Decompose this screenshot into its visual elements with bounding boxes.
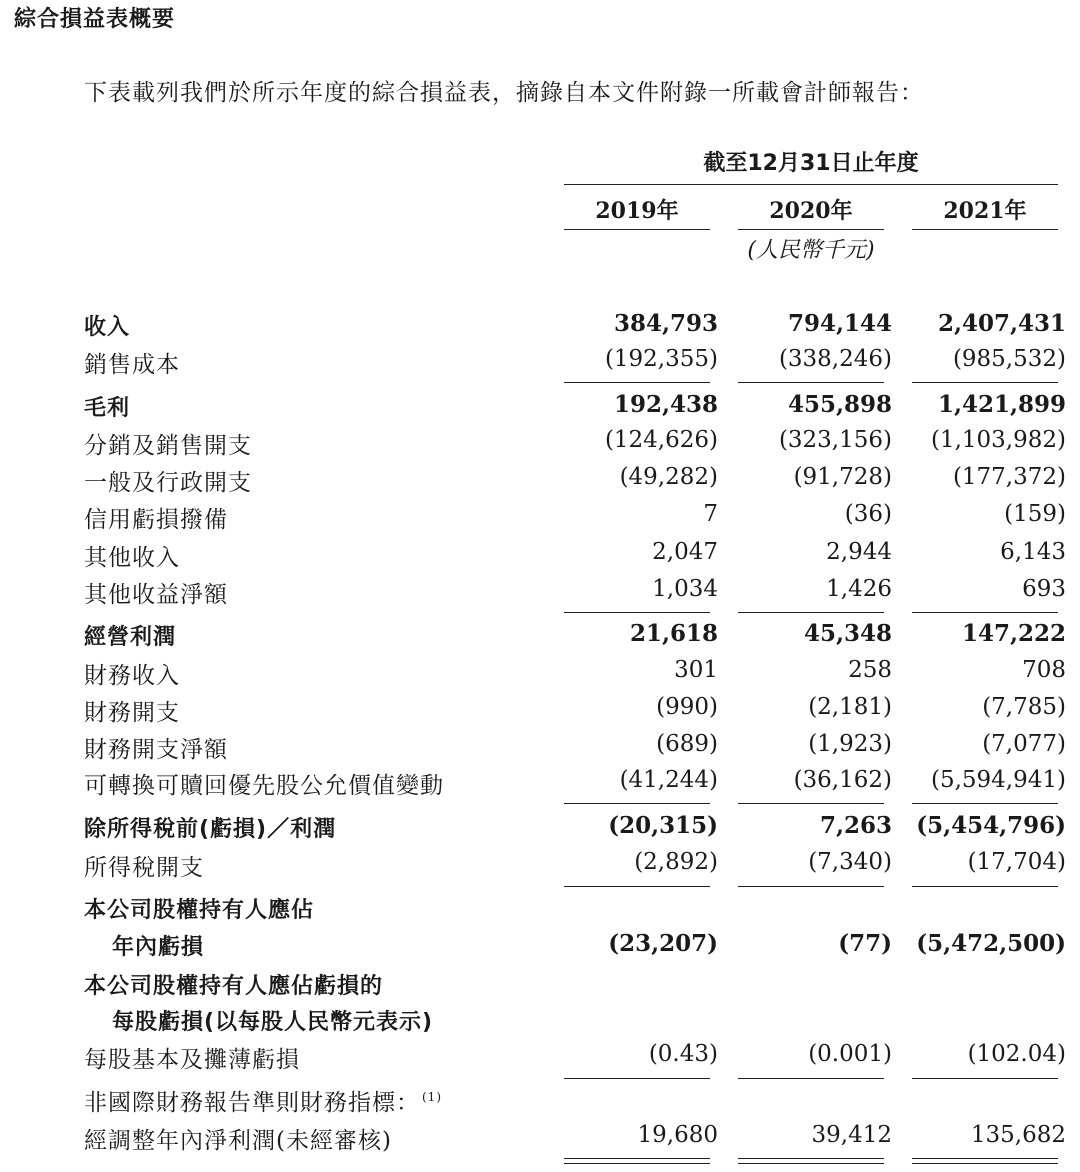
value-cell-2020: (338,246)	[778, 346, 892, 372]
value-cell-2019: (192,355)	[604, 346, 718, 372]
table-row	[0, 969, 1080, 1005]
table-row	[0, 539, 1080, 575]
table-row	[0, 1005, 1080, 1041]
table-row	[0, 576, 1080, 612]
row-label: 財務開支淨額	[84, 737, 228, 763]
value-cell-2020: 258	[848, 657, 892, 683]
value-cell-2021: 693	[1022, 576, 1066, 602]
table-row	[0, 501, 1080, 537]
value-cell-2019: 19,680	[637, 1122, 718, 1148]
value-cell-2021: 2,407,431	[937, 310, 1066, 337]
value-cell-2020: 7,263	[819, 812, 892, 839]
subtotal-rule	[738, 382, 884, 383]
row-label: 其他收入	[84, 545, 180, 571]
value-cell-2019: (990)	[656, 694, 718, 720]
value-cell-2021: (5,454,796)	[916, 812, 1066, 839]
total-double-rule	[738, 1158, 884, 1164]
subtotal-rule	[738, 803, 884, 804]
value-cell-2020: 455,898	[787, 391, 892, 418]
value-cell-2021: (7,077)	[982, 731, 1066, 757]
value-cell-2019: (2,892)	[634, 849, 718, 875]
subtotal-rule	[564, 382, 710, 383]
table-row	[0, 427, 1080, 463]
value-cell-2020: (36,162)	[793, 767, 892, 793]
value-cell-2020: 2,944	[826, 539, 892, 565]
subtotal-rule	[738, 612, 884, 613]
row-label: 毛利	[84, 396, 131, 421]
value-cell-2021: 135,682	[970, 1122, 1066, 1148]
table-row	[0, 620, 1080, 656]
table-row	[0, 346, 1080, 382]
value-cell-2019: 192,438	[613, 391, 718, 418]
value-cell-2021: (5,594,941)	[930, 767, 1066, 793]
row-label: 每股基本及攤薄虧損	[84, 1047, 300, 1073]
value-cell-2020: (0.001)	[808, 1041, 892, 1067]
row-label: 財務開支	[84, 700, 180, 726]
row-label: 銷售成本	[84, 352, 180, 378]
value-cell-2021: (7,785)	[982, 694, 1066, 720]
subtotal-rule	[912, 1078, 1058, 1079]
value-cell-2020: (1,923)	[808, 731, 892, 757]
value-cell-2019: 1,034	[652, 576, 718, 602]
year-rule-2019	[564, 229, 710, 230]
value-cell-2021: (102.04)	[967, 1041, 1066, 1067]
value-cell-2021: 708	[1022, 657, 1066, 683]
row-label: 財務收入	[84, 663, 180, 689]
year-header-2019: 2019年	[595, 198, 679, 224]
value-cell-2021: (17,704)	[967, 849, 1066, 875]
value-cell-2019: (124,626)	[604, 427, 718, 453]
value-cell-2020: (323,156)	[778, 427, 892, 453]
value-cell-2019: 21,618	[629, 620, 718, 647]
section-title: 綜合損益表概要	[14, 7, 176, 32]
value-cell-2021: 147,222	[961, 620, 1066, 647]
subtotal-rule	[564, 612, 710, 613]
value-cell-2020: 1,426	[826, 576, 892, 602]
value-cell-2020: (7,340)	[808, 849, 892, 875]
row-label: 所得稅開支	[84, 855, 204, 881]
value-cell-2019: (20,315)	[608, 812, 718, 839]
period-rule	[564, 184, 1058, 185]
table-row	[0, 464, 1080, 500]
value-cell-2021: (985,532)	[952, 346, 1066, 372]
value-cell-2021: 1,421,899	[937, 391, 1066, 418]
row-label: 每股虧損(以每股人民幣元表示)	[112, 1010, 434, 1035]
value-cell-2019: 301	[674, 657, 718, 683]
value-cell-2019: 7	[703, 501, 718, 527]
subtotal-rule	[912, 382, 1058, 383]
year-rule-2020	[738, 229, 884, 230]
row-label: 除所得稅前(虧損)／利潤	[84, 817, 337, 842]
subtotal-rule	[912, 803, 1058, 804]
table-row	[0, 849, 1080, 885]
subtotal-rule	[738, 1078, 884, 1079]
row-label: 年內虧損	[112, 935, 205, 960]
value-cell-2020: (91,728)	[793, 464, 892, 490]
table-row	[0, 391, 1080, 427]
value-cell-2019: (23,207)	[608, 930, 718, 957]
row-label: 經調整年內淨利潤(未經審核)	[84, 1128, 392, 1154]
value-cell-2020: (2,181)	[808, 694, 892, 720]
period-header: 截至12月31日止年度	[703, 151, 919, 176]
value-cell-2020: 45,348	[803, 620, 892, 647]
table-row	[0, 812, 1080, 848]
table-row	[0, 731, 1080, 767]
value-cell-2021: (159)	[1004, 501, 1066, 527]
row-label: 收入	[84, 315, 131, 340]
table-row	[0, 767, 1080, 803]
intro-paragraph: 下表載列我們於所示年度的綜合損益表，摘錄自本文件附錄一所載會計師報告：	[84, 80, 924, 106]
table-row	[0, 893, 1080, 929]
row-label: 一般及行政開支	[84, 470, 252, 496]
value-cell-2020: 39,412	[811, 1122, 892, 1148]
value-cell-2019: 2,047	[652, 539, 718, 565]
row-label: 其他收益淨額	[84, 582, 228, 608]
subtotal-rule	[912, 612, 1058, 613]
value-cell-2019: (689)	[656, 731, 718, 757]
row-label: 本公司股權持有人應佔	[84, 898, 315, 923]
subtotal-rule	[564, 886, 710, 887]
subtotal-rule	[564, 1078, 710, 1079]
table-row	[0, 1122, 1080, 1158]
year-header-2021: 2021年	[943, 198, 1027, 224]
row-label: 本公司股權持有人應佔虧損的	[84, 974, 384, 999]
value-cell-2019: (41,244)	[619, 767, 718, 793]
table-row	[0, 657, 1080, 693]
row-label: 經營利潤	[84, 625, 177, 650]
value-cell-2019: (49,282)	[619, 464, 718, 490]
value-cell-2021: (5,472,500)	[916, 930, 1066, 957]
value-cell-2021: 6,143	[1000, 539, 1066, 565]
value-cell-2020: (77)	[838, 930, 892, 957]
footnote-marker: (1)	[422, 1090, 442, 1105]
table-row	[0, 1084, 1080, 1120]
row-label: 信用虧損撥備	[84, 507, 228, 533]
row-label: 非國際財務報告準則財務指標： $^{(1)}$	[84, 1090, 442, 1116]
unit-note: (人民幣千元)	[747, 238, 875, 263]
row-label: 分銷及銷售開支	[84, 433, 252, 459]
total-double-rule	[912, 1158, 1058, 1164]
table-row	[0, 1041, 1080, 1077]
table-row	[0, 310, 1080, 346]
total-double-rule	[564, 1158, 710, 1164]
value-cell-2021: (1,103,982)	[930, 427, 1066, 453]
row-label: 可轉換可贖回優先股公允價值變動	[84, 773, 444, 799]
table-row	[0, 694, 1080, 730]
subtotal-rule	[912, 886, 1058, 887]
value-cell-2020: (36)	[844, 501, 892, 527]
subtotal-rule	[564, 803, 710, 804]
value-cell-2020: 794,144	[787, 310, 892, 337]
table-row	[0, 930, 1080, 966]
year-header-2020: 2020年	[769, 198, 853, 224]
year-rule-2021	[912, 229, 1058, 230]
value-cell-2019: 384,793	[613, 310, 718, 337]
subtotal-rule	[738, 886, 884, 887]
value-cell-2019: (0.43)	[648, 1041, 718, 1067]
value-cell-2021: (177,372)	[952, 464, 1066, 490]
